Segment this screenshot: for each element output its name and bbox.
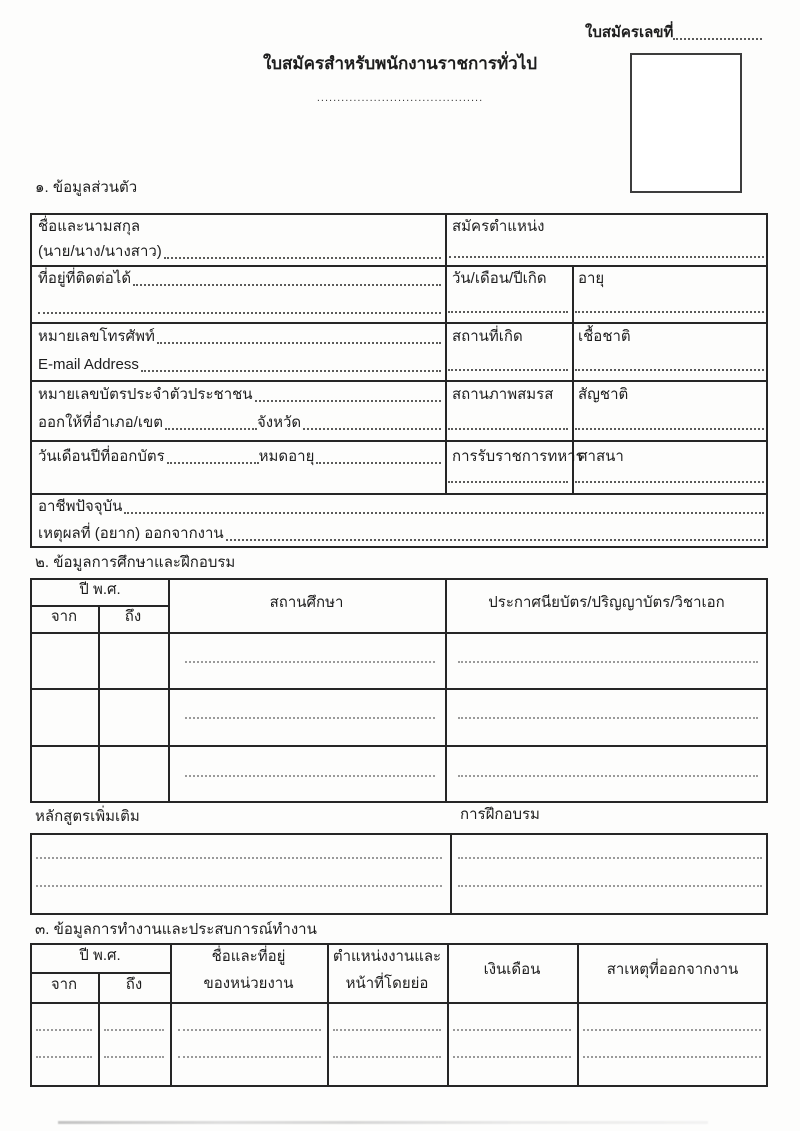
dotted-fill-line	[185, 717, 435, 719]
dotted-fill-line	[448, 311, 568, 313]
grid-line	[168, 580, 170, 801]
work-org-header-line2: ของหน่วยงาน	[203, 975, 294, 992]
dotted-fill-line	[673, 38, 762, 40]
dotted-fill-line	[458, 717, 758, 719]
province-label: จังหวัด	[256, 414, 302, 432]
dotted-fill-line	[458, 661, 758, 663]
dotted-fill-line	[178, 1056, 321, 1058]
dotted-fill-line	[575, 369, 764, 371]
dotted-fill-line	[448, 481, 568, 483]
dotted-fill-line	[453, 1029, 571, 1031]
birth-date-label: วัน/เดือน/ปีเกิด	[452, 270, 547, 288]
dotted-fill-line	[333, 1029, 441, 1031]
dotted-fill-line	[575, 428, 764, 430]
dotted-fill-line	[36, 857, 442, 859]
scan-artifact	[58, 1121, 708, 1124]
work-position-header: ตำแหน่งงานและ	[332, 948, 442, 965]
dotted-fill-line	[583, 1029, 761, 1031]
email-label: E-mail Address	[38, 356, 139, 374]
grid-line	[32, 632, 766, 634]
dotted-fill-line	[449, 256, 764, 258]
grid-line	[32, 972, 172, 974]
dotted-fill-line	[185, 775, 435, 777]
dotted-fill-line	[255, 400, 441, 402]
edu-certificate-header: ประกาศนียบัตร/ปริญญาบัตร/วิชาเอก	[488, 594, 725, 611]
dotted-fill-line	[448, 428, 568, 430]
dotted-fill-line	[38, 312, 441, 314]
extra-courses-label: หลักสูตรเพิ่มเติม	[35, 808, 140, 825]
apply-position-label: สมัครตำแหน่ง	[452, 218, 545, 236]
form-title: ใบสมัครสำหรับพนักงานราชการทั่วไป	[262, 54, 538, 73]
dotted-fill-line	[458, 857, 762, 859]
dotted-fill-line	[36, 1056, 92, 1058]
nationality-label: สัญชาติ	[578, 386, 629, 404]
work-year-header: ปี พ.ศ.	[79, 947, 121, 964]
dotted-fill-line	[36, 1029, 92, 1031]
section3-heading: ๓. ข้อมูลการทำงานและประสบการณ์ทำงาน	[35, 921, 317, 938]
dotted-fill-line	[453, 1056, 571, 1058]
grid-line	[32, 745, 766, 747]
dotted-fill-line	[333, 1056, 441, 1058]
dotted-fill-line	[458, 775, 758, 777]
dotted-fill-line	[575, 311, 764, 313]
edu-from-header: จาก	[50, 608, 78, 625]
grid-line	[445, 215, 447, 493]
contact-address-label: ที่อยู่ที่ติดต่อได้	[38, 270, 132, 288]
card-issue-date-label: วันเดือนปีที่ออกบัตร	[38, 448, 165, 466]
training-label: การฝึกอบรม	[460, 806, 540, 823]
dotted-fill-line	[303, 428, 441, 430]
dotted-fill-line	[141, 370, 441, 372]
dotted-fill-line	[36, 885, 442, 887]
race-label: เชื้อชาติ	[578, 328, 631, 346]
section2-heading: ๒. ข้อมูลการศึกษาและฝึกอบรม	[35, 554, 236, 571]
dotted-fill-line	[178, 1029, 321, 1031]
dotted-fill-line	[164, 257, 441, 259]
dotted-fill-line	[583, 1056, 761, 1058]
section1-heading: ๑. ข้อมูลส่วนตัว	[35, 179, 138, 196]
work-leave-reason-header: สาเหตุที่ออกจากงาน	[606, 961, 739, 978]
phone-number-label: หมายเลขโทรศัพท์	[38, 328, 155, 346]
grid-line	[32, 1002, 766, 1004]
dotted-fill-line	[575, 481, 764, 483]
grid-line	[32, 322, 766, 324]
application-number-label: ใบสมัครเลขที่	[585, 24, 674, 41]
birthplace-label: สถานที่เกิด	[452, 328, 523, 346]
card-expiry-label: หมดอายุ	[258, 448, 315, 466]
issued-district-label: ออกให้ที่อำเภอ/เขต	[38, 414, 163, 432]
name-surname-label: ชื่อและนามสกุล	[38, 218, 141, 236]
dotted-fill-line	[448, 369, 568, 371]
title-dotted-line: .........................................	[316, 92, 484, 104]
dotted-fill-line	[316, 462, 441, 464]
dotted-fill-line	[165, 428, 257, 430]
title-prefix-label: (นาย/นาง/นางสาว)	[38, 243, 162, 261]
dotted-fill-line	[157, 342, 441, 344]
work-org-header: ชื่อและที่อยู่	[211, 948, 286, 965]
marital-status-label: สถานภาพสมรส	[452, 386, 554, 404]
religion-label: ศาสนา	[578, 448, 624, 466]
dotted-fill-line	[133, 284, 441, 286]
application-number-line	[585, 24, 762, 43]
grid-line	[450, 835, 452, 913]
grid-line	[32, 265, 766, 267]
age-label: อายุ	[578, 270, 605, 288]
photo-box	[630, 53, 742, 193]
grid-line	[32, 605, 170, 607]
dotted-fill-line	[104, 1029, 164, 1031]
dotted-fill-line	[167, 462, 259, 464]
work-salary-header: เงินเดือน	[483, 961, 541, 978]
grid-line	[98, 605, 100, 801]
work-from-header: จาก	[50, 976, 78, 993]
courses-training-table	[30, 833, 768, 915]
grid-line	[32, 380, 766, 382]
work-to-header: ถึง	[125, 976, 143, 993]
id-card-number-label: หมายเลขบัตรประจำตัวประชาชน	[38, 386, 253, 404]
edu-institution-header: สถานศึกษา	[269, 594, 344, 611]
military-service-label: การรับราชการทหาร	[452, 448, 584, 466]
leave-reason-label: เหตุผลที่ (อยาก) ออกจากงาน	[38, 525, 224, 543]
work-position-header-line2: หน้าที่โดยย่อ	[345, 975, 429, 992]
grid-line	[445, 580, 447, 801]
edu-to-header: ถึง	[124, 608, 142, 625]
dotted-fill-line	[185, 661, 435, 663]
current-occupation-label: อาชีพปัจจุบัน	[38, 498, 123, 516]
edu-year-header: ปี พ.ศ.	[79, 581, 121, 598]
dotted-fill-line	[104, 1056, 164, 1058]
grid-line	[32, 493, 766, 495]
dotted-fill-line	[124, 512, 764, 514]
grid-line	[32, 440, 766, 442]
dotted-fill-line	[226, 539, 764, 541]
grid-line	[32, 688, 766, 690]
dotted-fill-line	[458, 885, 762, 887]
